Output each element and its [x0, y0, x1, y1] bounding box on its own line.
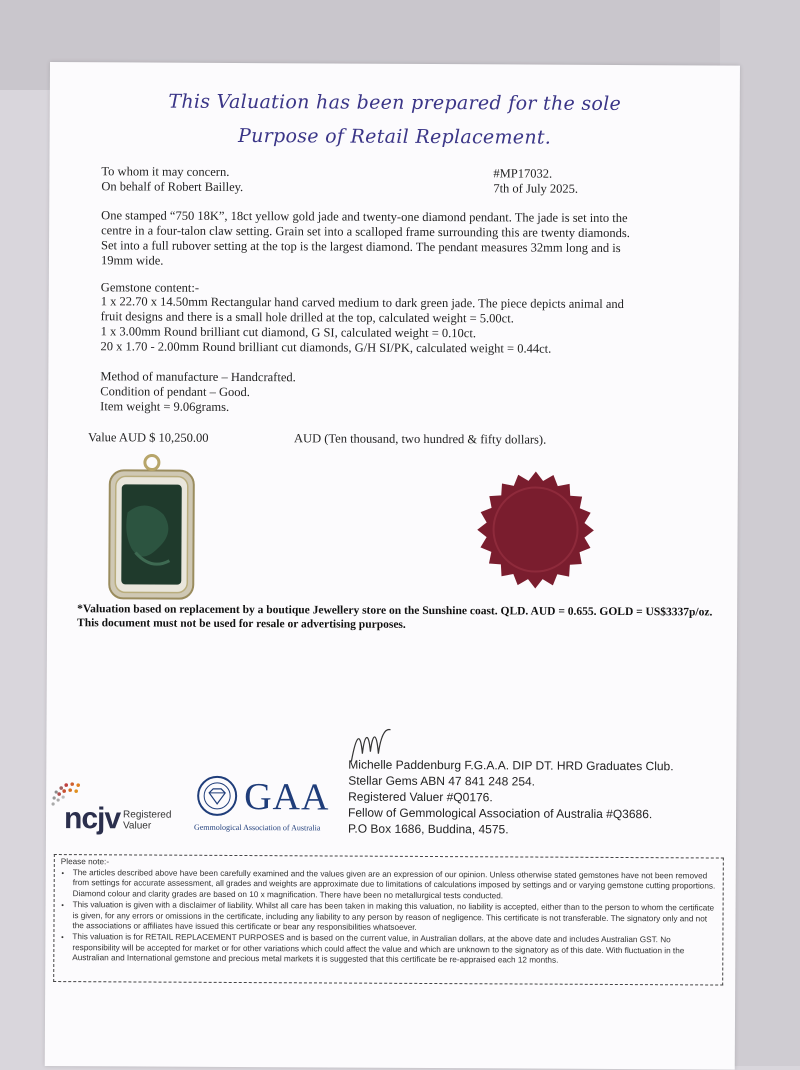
gemstone-heading: Gemstone content:- — [101, 280, 641, 298]
value-amount: Value AUD $ 10,250.00 — [88, 430, 209, 446]
pendant-photo — [105, 452, 198, 602]
signer-registration: Registered Valuer #Q0176. — [348, 789, 673, 807]
signer-fellowship: Fellow of Gemmological Association of Australia #Q3686. — [348, 805, 673, 823]
disclaimer-list — [60, 868, 716, 968]
valuation-date: 7th of July 2025. — [493, 181, 578, 196]
signer-name: Michelle Paddenburg F.G.A.A. DIP DT. HRD Graduates Club. — [348, 757, 673, 775]
disclaimer-heading: Please note:- — [61, 857, 717, 871]
condition: Condition of pendant – Good. — [100, 384, 640, 402]
gemstone-line-3: 20 x 1.70 - 2.00mm Round brilliant cut diamonds, G/H SI/PK, calculated weight = 0.44ct. — [100, 339, 640, 357]
disclaimer-item: • This valuation is for RETAIL REPLACEMENT PURPOSES and is based on the current value, in Australian dollars, at the above date and includes Australian GST. No responsibility will be accepted for market or for other variations which could affect the value and which are unknown to the signatory as of this date. With fluctuation in the Australian and International gemstone and precious metal markets it is suggested that this certificate be re-appraised each 12 months. — [72, 932, 716, 967]
signer-details — [348, 757, 674, 839]
gemstone-line-2: 1 x 3.00mm Round brilliant cut diamond, G SI, calculated weight = 0.10ct. — [101, 324, 641, 342]
ncjv-sub-registered: Registered — [123, 809, 171, 820]
client-line: On behalf of Robert Bailley. — [101, 179, 243, 195]
gaa-logo: GAA — [244, 775, 330, 819]
method-of-manufacture: Method of manufacture – Handcrafted. — [100, 369, 640, 387]
ncjv-subtitle — [123, 809, 171, 831]
gemstone-line-1: 1 x 22.70 x 14.50mm Rectangular hand carved medium to dark green jade. The piece depicts animal and fruit designs and there is a small hole drilled at the top, calculated weight = 5.00ct. — [101, 294, 641, 327]
item-description: One stamped “750 18K”, 18ct yellow gold jade and twenty-one diamond pendant. The jade is set into the centre in a four-talon claw setting. Grain set into a scalloped frame surrounding this are twenty diamonds. Set into a full rubover setting at the top is the largest diamond. The pendant measures 32mm long and is 19mm wide. — [101, 208, 641, 271]
valuation-document — [45, 62, 740, 1070]
gaa-subtitle: Gemmological Association of Australia — [194, 823, 320, 833]
document-title-line2: Purpose of Retail Replacement. — [50, 124, 740, 150]
valuation-basis-note: *Valuation based on replacement by a boutique Jewellery store on the Sunshine coast. QLD. AUD = 0.655. GOLD = US$3337p/oz. This document must not be used for resale or advertising purposes. — [77, 602, 717, 633]
disclaimer-item: • The articles described above have been carefully examined and the values given are an expression of our opinion. Unless otherwise stated gemstones have not been removed from settings for accurate assessment, all grades and weights are approximate due to limitations of calculations imposed by settings and or varying gemstone cutting proportions. Diamond colour and clarity grades are based on 10 x magnification. There have been no metallurgical tests conducted. — [73, 868, 717, 903]
recipient-line: To whom it may concern. — [101, 164, 229, 180]
ncjv-sub-valuer: Valuer — [123, 820, 171, 831]
disclaimer-box — [53, 854, 724, 986]
ncjv-logo: ncjv — [64, 802, 120, 836]
gaa-emblem-icon — [196, 775, 238, 817]
value-in-words: AUD (Ten thousand, two hundred & fifty dollars). — [294, 431, 546, 447]
item-weight: Item weight = 9.06grams. — [100, 399, 640, 417]
signer-company: Stellar Gems ABN 47 841 248 254. — [348, 773, 673, 791]
reference-number: #MP17032. — [493, 166, 552, 181]
signer-address: P.O Box 1686, Buddina, 4575. — [348, 821, 673, 839]
document-title-line1: This Valuation has been prepared for the sole — [50, 90, 740, 116]
disclaimer-item: • This valuation is given with a disclaimer of liability. Whilst all care has been taken in making this valuation, no liability is accepted, either than to the person to whom the certificate is given, for any errors or omissions in the certificate, including any liability to any person by reason of negligence. This certificate is not transferable. The signatory only and not the associations or affiliates have issued this certificate or bear any responsibilities whatsoever. — [72, 900, 716, 935]
valuer-wax-seal — [465, 459, 606, 600]
